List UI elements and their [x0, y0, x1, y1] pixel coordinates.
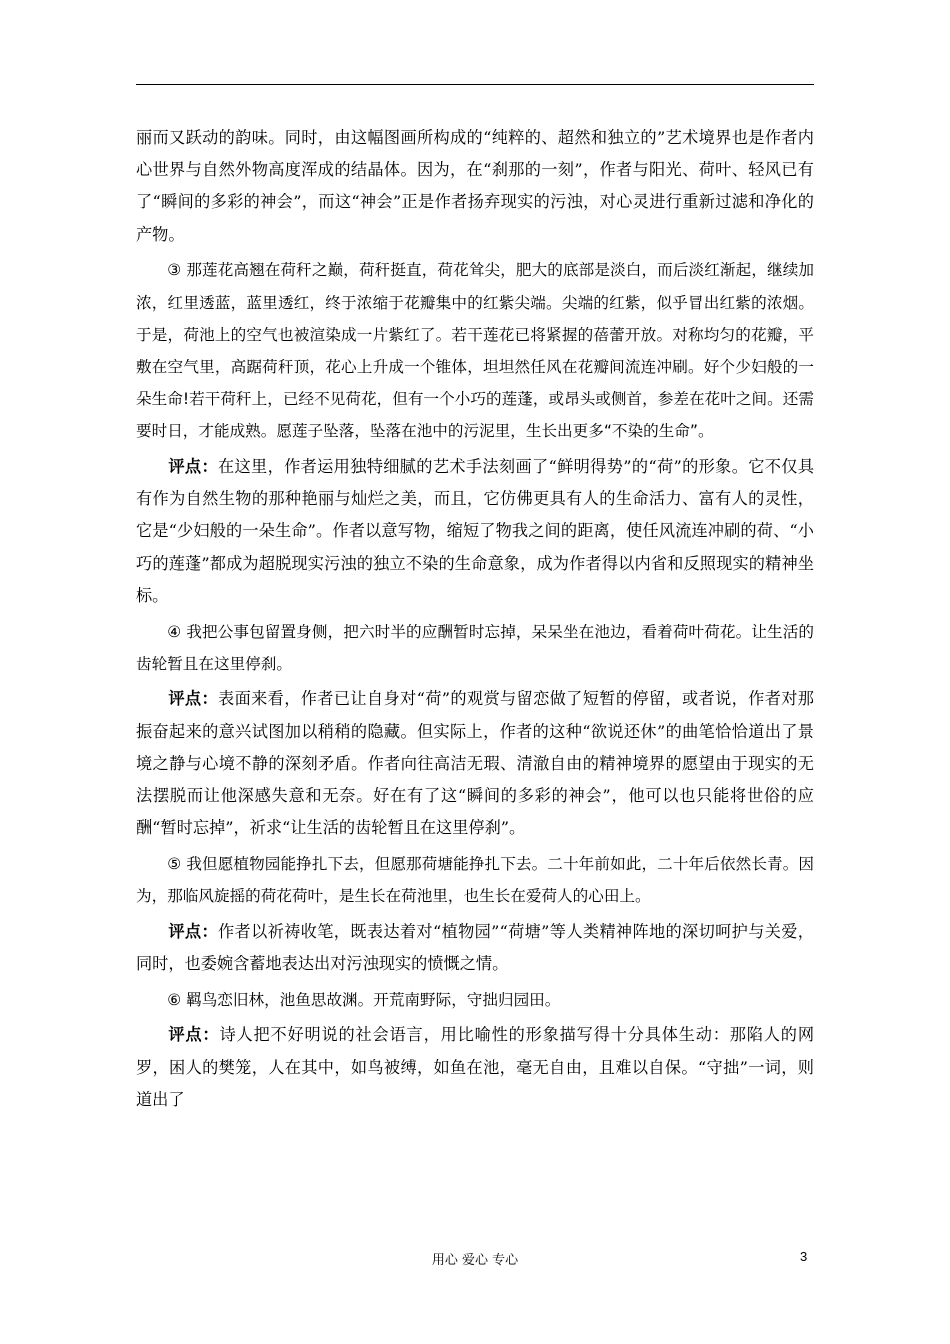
- footer-slogan: 用心 爱心 专心: [431, 1253, 519, 1268]
- quoted-passage-6: ⑥ 羁鸟恋旧林，池鱼思故渊。开荒南野际，守拙归园田。: [167, 990, 561, 1009]
- document-body: [136, 122, 814, 1120]
- commentary-text: 作者以祈祷收笔，既表达着对“植物园”“荷塘”等人类精神阵地的深切呵护与关爱，同时，也委婉含蓄地表达出对污浊现实的愤慨之情。: [136, 921, 814, 974]
- header-rule: [136, 84, 814, 85]
- commentary-paragraph: [136, 916, 814, 980]
- commentary-label: 评点：: [168, 921, 218, 941]
- commentary-text: 诗人把不好明说的社会语言，用比喻性的形象描写得十分具体生动：那陷人的网罗，困人的樊笼，人在其中，如鸟被缚，如鱼在池，毫无自由，且难以自保。“守拙”一词，则道出了: [136, 1025, 815, 1109]
- commentary-label: 评点：: [168, 457, 218, 477]
- commentary-text: 表面来看，作者已让自身对“荷”的观赏与留恋做了短暂的停留，或者说，作者对那振奋起来的意兴试图加以稍稍的隐藏。但实际上，作者的这种“欲说还休”的曲笔恰恰道出了景境之静与心境不静的深刻矛盾。作者向往高洁无瑕、清澈自由的精神境界的愿望由于现实的无法摆脱而让他深感失意和无奈。好在有了这“瞬间的多彩的神会”，他可以也只能将世俗的应酬“暂时忘掉”，祈求“让生活的齿轮暂且在这里停刹”。: [136, 689, 814, 838]
- commentary-paragraph: [136, 1019, 814, 1116]
- quoted-passage-4: ④ 我把公事包留置身侧，把六时半的应酬暂时忘掉，呆呆坐在池边，看着荷叶荷花。让生活的齿轮暂且在这里停刹。: [136, 622, 814, 673]
- commentary-label: 评点：: [168, 1025, 220, 1045]
- quoted-passage-3: ③ 那莲花高翘在荷秆之巅，荷秆挺直，荷花耸尖，肥大的底部是淡白，而后淡红渐起，继续加浓，红里透蓝，蓝里透红，终于浓缩于花瓣集中的红紫尖端。尖端的红紫，似乎冒出红紫的浓烟。于是，荷池上的空气也被渲染成一片紫红了。若干莲花已将紧握的蓓蕾开放。对称均匀的花瓣，平敷在空气里，高踞荷秆顶，花心上升成一个锥体，坦坦然任风在花瓣间流连冲刷。好个少妇般的一朵生命!若干荷秆上，已经不见荷花，但有一个小巧的莲蓬，或昂头或侧首，参差在花叶之间。还需要时日，才能成熟。愿莲子坠落，坠落在池中的污泥里，生长出更多“不染的生命”。: [136, 261, 814, 441]
- commentary-text: 在这里，作者运用独特细腻的艺术手法刻画了“鲜明得势”的“荷”的形象。它不仅具有作为自然生物的那种艳丽与灿烂之美，而且，它仿佛更具有人的生命活力、富有人的灵性，它是“少妇般的一朵生命”。作者以意写物，缩短了物我之间的距离，使任风流连冲刷的荷、“小巧的莲蓬”都成为超脱现实污浊的独立不染的生命意象，成为作者得以内省和反照现实的精神坐标。: [136, 457, 815, 605]
- quoted-passage-5: ⑤ 我但愿植物园能挣扎下去，但愿那荷塘能挣扎下去。二十年前如此，二十年后依然长青。因为，那临风旋摇的荷花荷叶，是生长在荷池里，也生长在爱荷人的心田上。: [136, 854, 814, 906]
- commentary-paragraph: [136, 683, 814, 844]
- commentary-label: 评点：: [168, 689, 219, 709]
- commentary-paragraph: [136, 451, 814, 612]
- paragraph-continuation: 丽而又跃动的韵味。同时，由这幅图画所构成的“纯粹的、超然和独立的”艺术境界也是作者内心世界与自然外物高度浑成的结晶体。因为，在“刹那的一刻”，作者与阳光、荷叶、轻风已有了“瞬间的多彩的神会”，而这“神会”正是作者扬弃现实的污浊，对心灵进行重新过滤和净化的产物。: [136, 128, 814, 244]
- page-number: 3: [800, 1249, 808, 1264]
